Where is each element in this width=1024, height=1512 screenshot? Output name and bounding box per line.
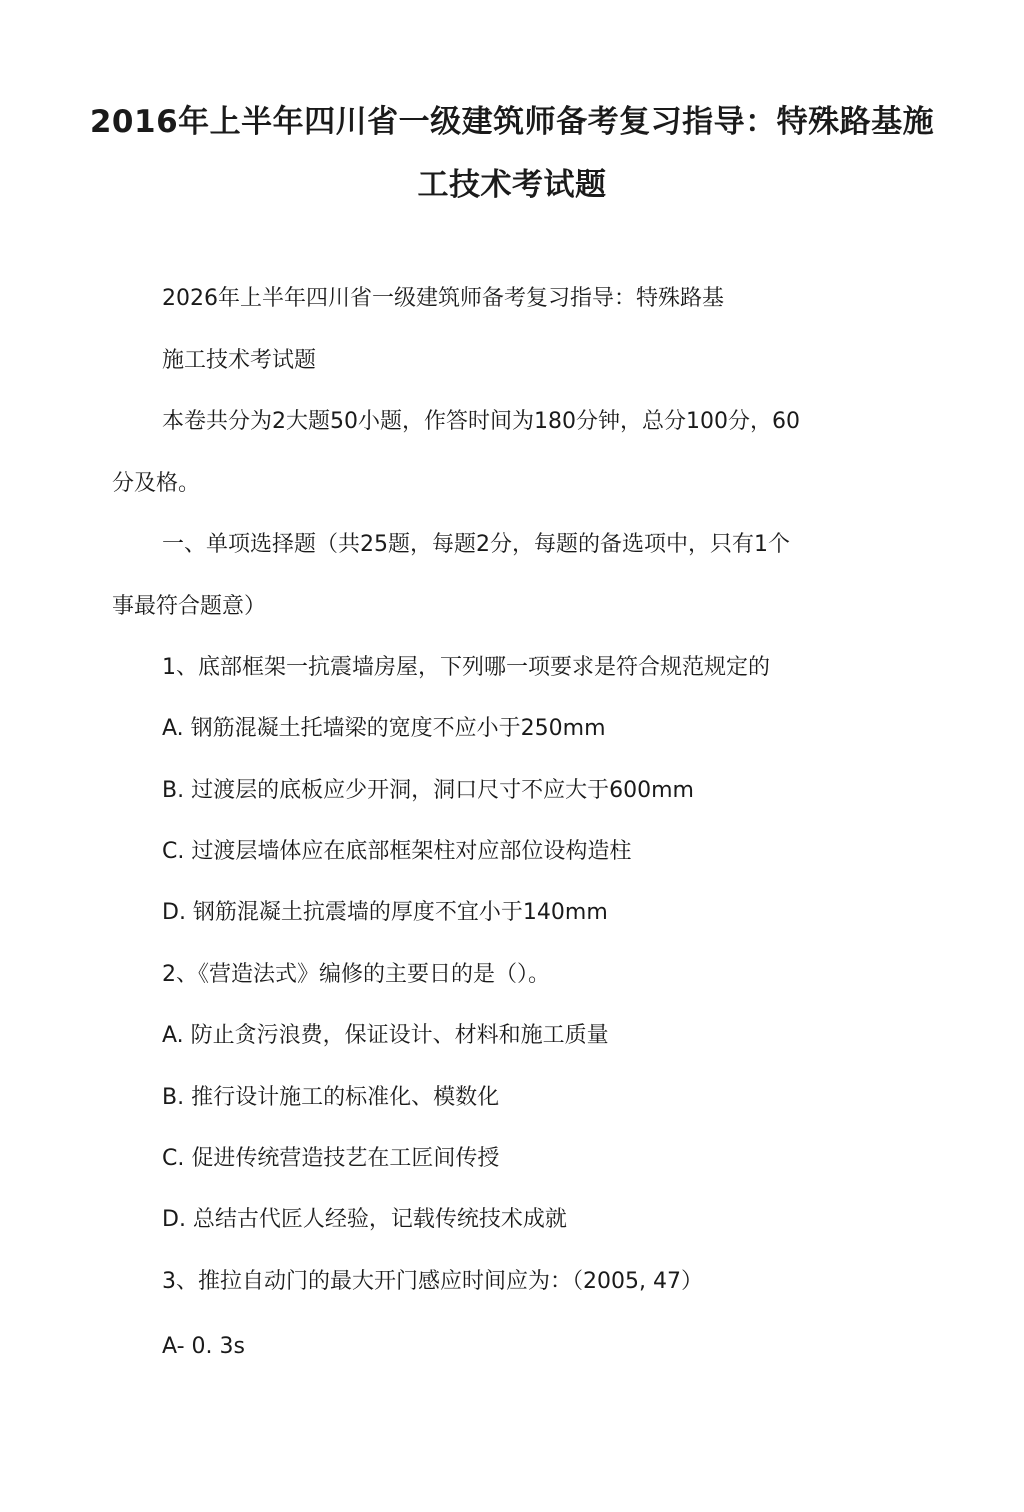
question-3-option-a: A- 0. 3s [162,1334,245,1359]
question-1: 1、底部框架一抗震墙房屋，下列哪一项要求是符合规范规定的 [162,655,770,680]
exam-info-line-2: 分及格。 [112,471,201,496]
question-3: 3、推拉自动门的最大开门感应时间应为：（2005, 47） [162,1269,703,1294]
question-1-option-c: C. 过渡层墙体应在底部框架柱对应部位设构造柱 [162,839,632,864]
section-heading-line-1: 一、单项选择题（共25题，每题2分，每题的备选项中，只有1个 [162,532,790,557]
exam-info-line-1: 本卷共分为2大题50小题，作答时间为180分钟，总分100分，60 [162,409,800,434]
question-1-option-b: B. 过渡层的底板应少开洞，洞口尺寸不应大于600mm [162,778,694,803]
question-1-option-a: A. 钢筋混凝土托墙梁的宽度不应小于250mm [162,716,606,741]
question-1-option-d: D. 钢筋混凝土抗震墙的厚度不宜小于140mm [162,900,608,925]
document-title-line-2: 工技术考试题 [417,167,607,203]
question-2: 2、《营造法式》编修的主要日的是（）。 [162,962,550,987]
question-2-option-d: D. 总结古代匠人经验，记载传统技术成就 [162,1207,567,1232]
intro-title-line-1: 2026年上半年四川省一级建筑师备考复习指导：特殊路基 [162,286,724,311]
section-heading-line-2: 事最符合题意） [112,594,267,619]
question-2-option-a: A. 防止贪污浪费，保证设计、材料和施工质量 [162,1023,609,1048]
document-title-line-1: 2016年上半年四川省一级建筑师备考复习指导：特殊路基施 [89,104,935,140]
question-2-option-b: B. 推行设计施工的标准化、模数化 [162,1085,500,1110]
question-2-option-c: C. 促进传统营造技艺在工匠间传授 [162,1146,500,1171]
intro-title-line-2: 施工技术考试题 [162,348,317,373]
